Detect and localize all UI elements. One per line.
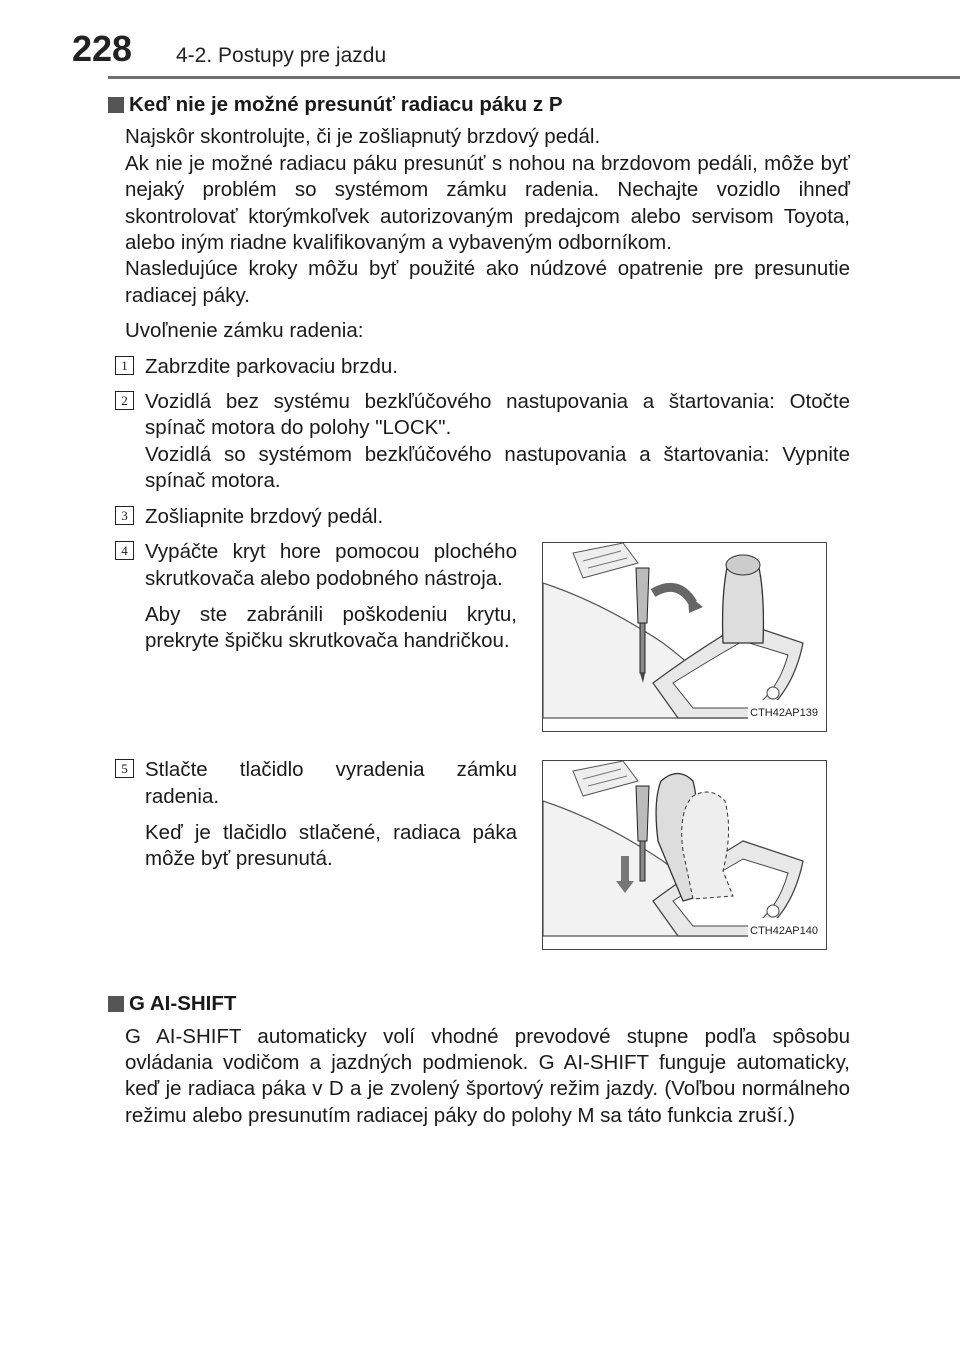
paragraph: G AI-SHIFT automaticky volí vhodné prevodové stupne podľa spôsobu ovládania vodičom a jazdných podmienok. G AI-SHIFT funguje automaticky, keď je radiaca páka v D a je zvolený športový režim jazdy. (Voľbou normálneho režimu alebo presunutím radiacej páky do polohy M sa táto funkcia zruší.) [125, 1024, 850, 1127]
step-note: Aby ste zabránili poškodeniu krytu, prekryte špičku skrutkovača handričkou. [145, 602, 517, 653]
step-number-badge: 3 [115, 506, 134, 525]
step-5 [105, 757, 850, 967]
step-text: Zošliapnite brzdový pedál. [145, 504, 384, 528]
step-number-badge: 4 [115, 541, 134, 560]
ai-shift-paragraph [125, 1024, 850, 1130]
step-2 [121, 389, 850, 495]
figure-code: CTH42AP140 [748, 918, 820, 944]
heading-text: G AI-SHIFT [129, 992, 237, 1016]
heading-text: Keď nie je možné presunúť radiacu páku z P [129, 93, 563, 116]
step-text: Zabrzdite parkovaciu brzdu. [145, 354, 398, 378]
step-text: Stlačte tlačidlo vyradenia zámku radenia. [145, 758, 517, 808]
intro-paragraphs [125, 124, 850, 309]
paragraph: Nasledujúce kroky môžu byť použité ako núdzové opatrenie pre presunutie radiacej páky. [125, 257, 850, 307]
square-bullet-icon [108, 97, 124, 113]
step-text: Vozidlá so systémom bezkľúčového nastupovania a štartovania: Vypnite spínač motora. [145, 442, 850, 493]
paragraph: Ak nie je možné radiacu páku presunúť s nohou na brzdovom pedáli, môže byť nejaký problém so systémom zámku radenia. Nechajte vozidlo ihneď skontrolovať ktorýmkoľvek autorizovaným predajcom alebo servisom Toyota, alebo iným riadne kvalifikovaným a vybaveným odborníkom. [125, 151, 850, 255]
step-number-badge: 2 [115, 391, 134, 410]
step-3 [121, 504, 850, 530]
page-number: 228 [72, 28, 133, 69]
step-4 [105, 539, 850, 749]
figure-code: CTH42AP139 [748, 700, 820, 726]
paragraph: Najskôr skontrolujte, či je zošliapnutý brzdový pedál. [125, 125, 601, 149]
step-note: Keď je tlačidlo stlačené, radiaca páka môže byť presunutá. [145, 820, 517, 871]
step-1 [121, 354, 850, 380]
header-divider [108, 76, 960, 79]
page-header [0, 0, 960, 80]
step-text: Vypáčte kryt hore pomocou plochého skrutkovača alebo podobného nástroja. [145, 540, 517, 590]
page-content [105, 92, 850, 1138]
step-number-badge: 1 [115, 356, 134, 375]
figure-pry-cover [542, 542, 827, 732]
step-number-badge: 5 [115, 759, 134, 778]
release-intro [125, 318, 850, 344]
square-bullet-icon [108, 996, 124, 1012]
section-title: 4-2. Postupy pre jazdu [176, 44, 387, 67]
section-heading-shift-lock [105, 92, 850, 118]
figure-release-button [542, 760, 827, 950]
step-text: Vozidlá bez systému bezkľúčového nastupovania a štartovania: Otočte spínač motora do polohy "LOCK". [145, 390, 850, 440]
section-heading-ai-shift [105, 991, 850, 1017]
paragraph: Uvoľnenie zámku radenia: [125, 319, 364, 343]
